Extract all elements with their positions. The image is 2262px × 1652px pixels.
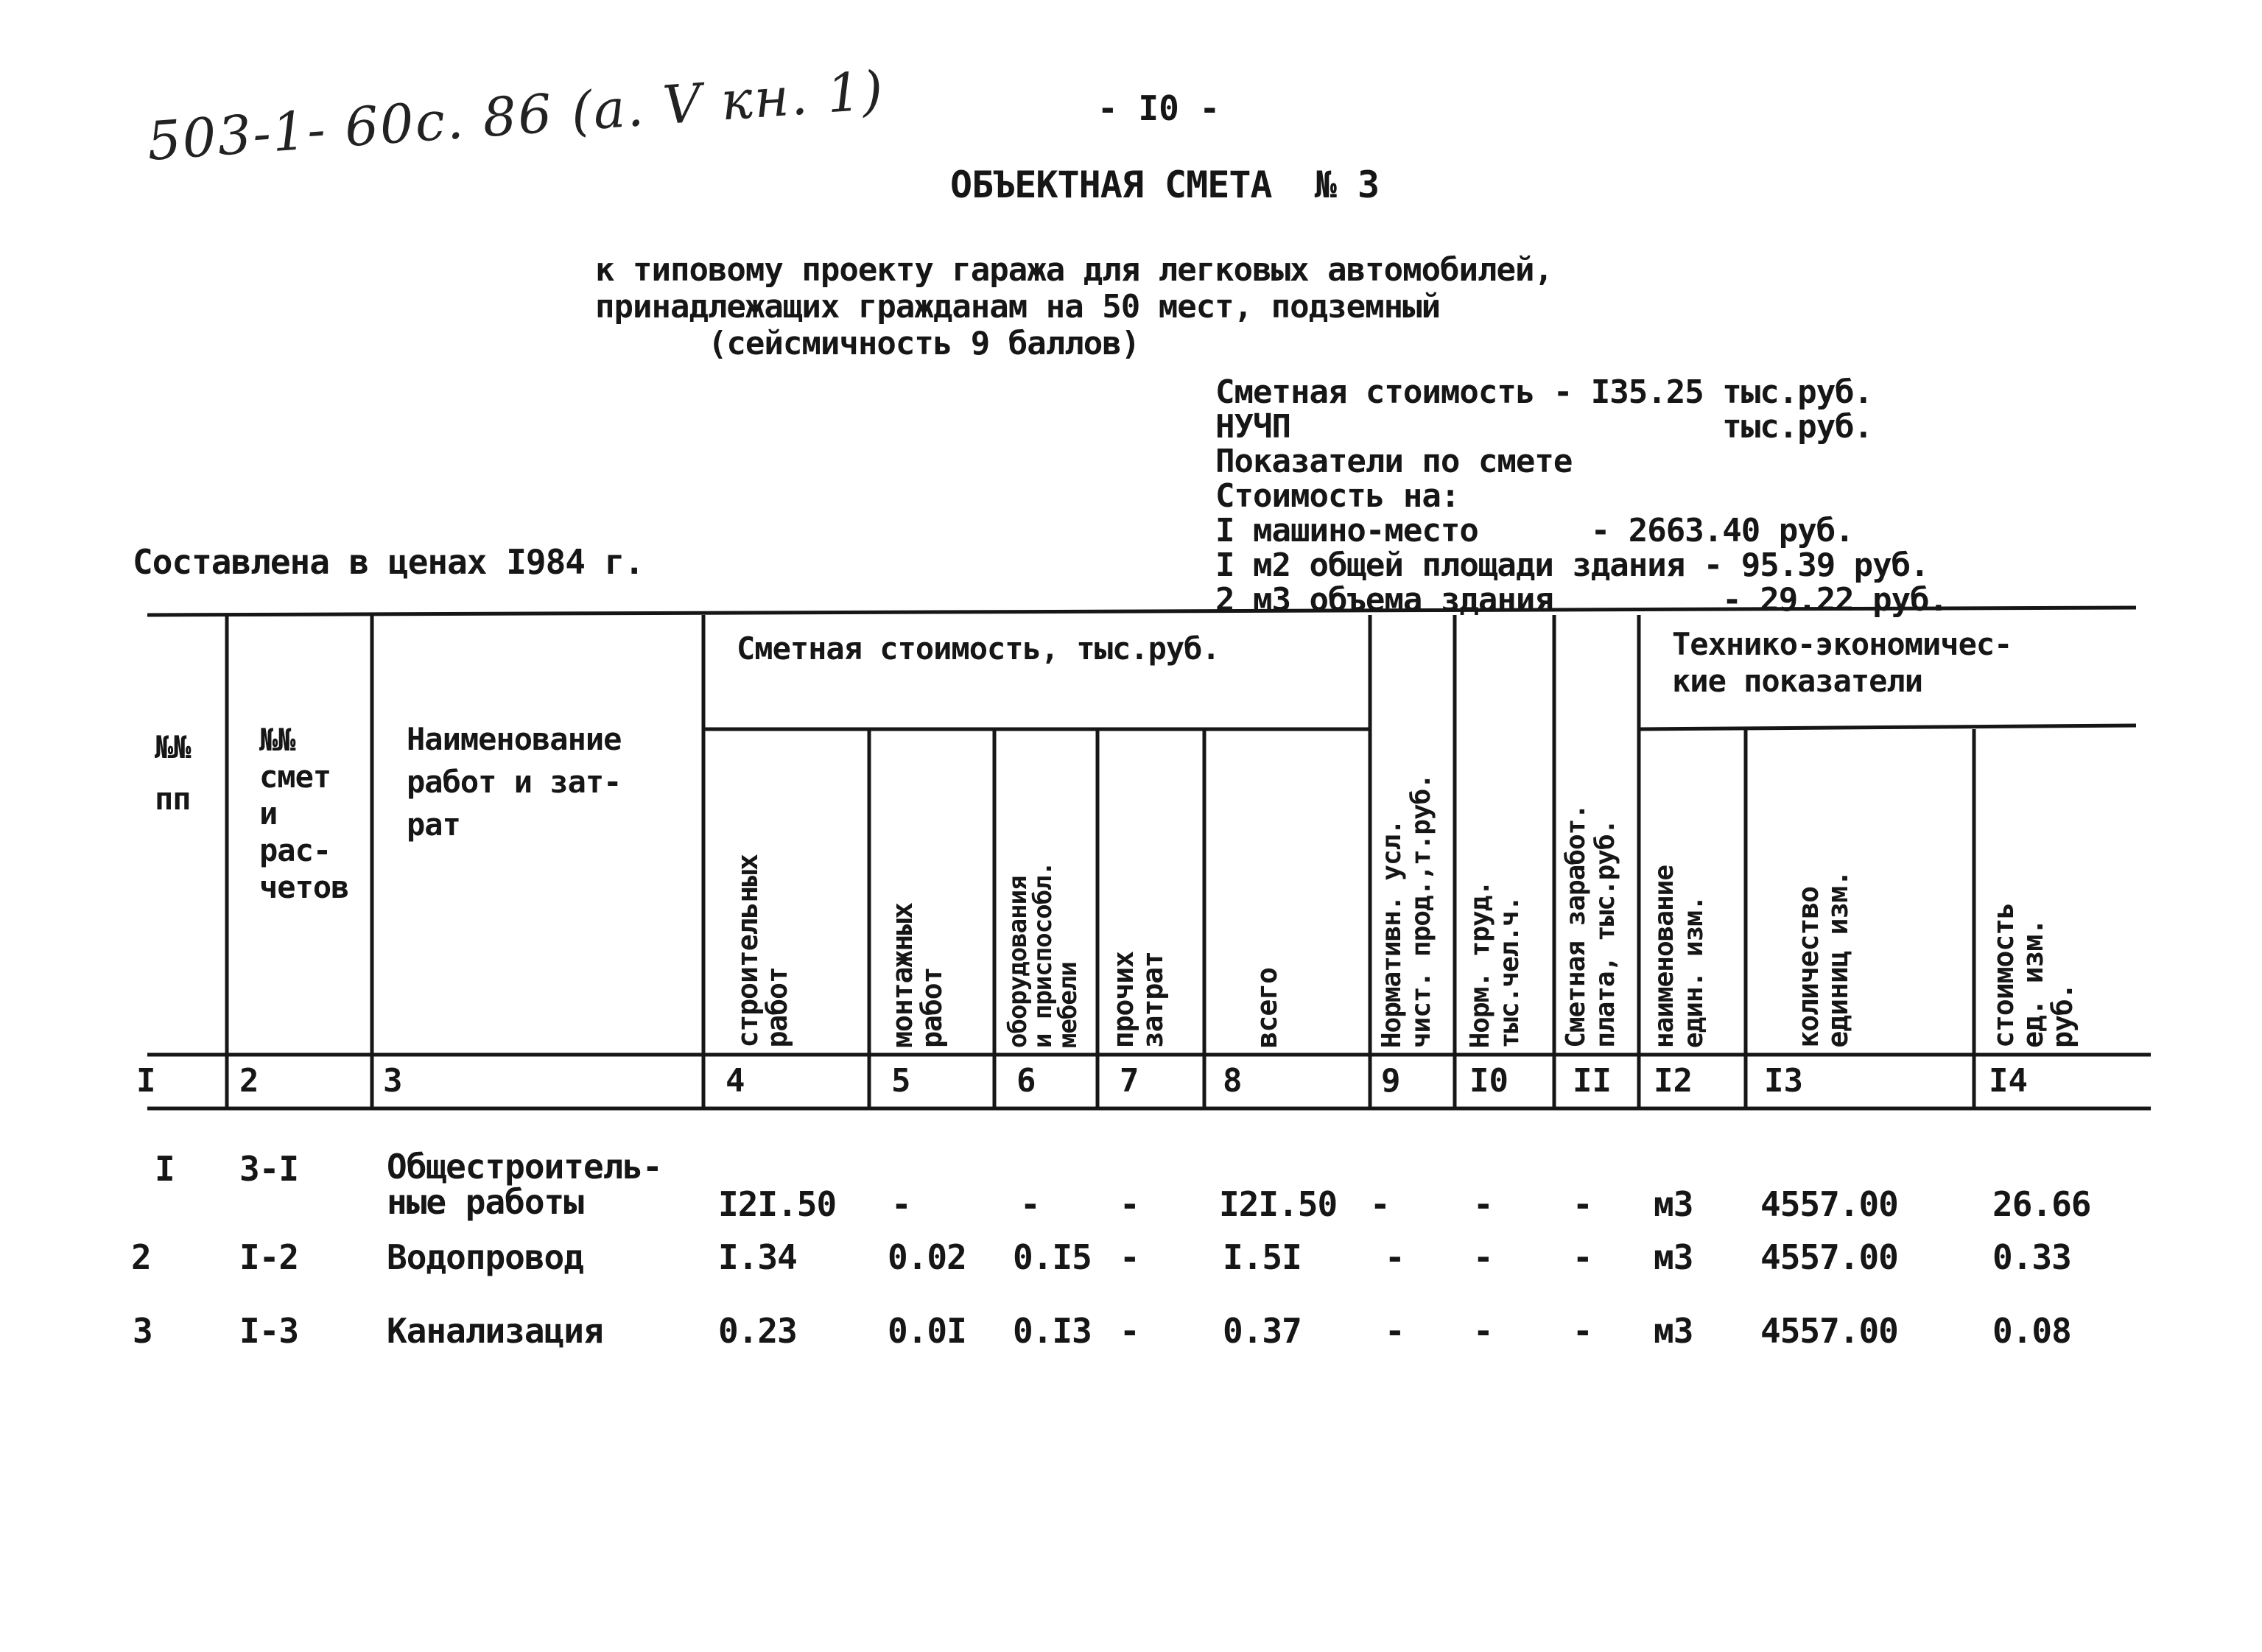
- summary-line: Сметная стоимость - I35.25 тыс.руб.: [1215, 373, 1873, 411]
- header-col2: №№ смет и рас- четов: [259, 722, 349, 905]
- cell-estimate: I-2: [239, 1237, 299, 1277]
- cell-installation: 0.02: [888, 1237, 966, 1277]
- summary-line: НУЧП тыс.руб.: [1215, 408, 1873, 446]
- cell-other: -: [1120, 1311, 1139, 1351]
- header-col3: Наименование работ и зат- рат: [407, 721, 622, 843]
- cell-unit-cost: 0.33: [1992, 1237, 2071, 1277]
- column-number: 5: [891, 1062, 911, 1100]
- cell-construction: I2I.50: [718, 1184, 837, 1224]
- header-col13: количество единиц изм.: [1792, 871, 1854, 1048]
- header-col4: строительных работ: [731, 854, 793, 1048]
- header-col6: оборудования и приспособл. мебели: [1003, 861, 1083, 1048]
- prices-note: Составлена в ценах I984 г.: [133, 542, 644, 582]
- cell-total: I2I.50: [1219, 1184, 1338, 1224]
- cell-installation: -: [891, 1184, 911, 1224]
- cell-unit: м3: [1654, 1184, 1693, 1224]
- cell-equipment: 0.I5: [1013, 1237, 1092, 1277]
- cell-labor: -: [1473, 1237, 1493, 1277]
- cell-wages: -: [1573, 1311, 1592, 1351]
- header-col10: Норм. труд. тыс.чел.ч.: [1465, 880, 1525, 1048]
- header-group-tech: Технико-экономичес- кие показатели: [1672, 626, 2012, 699]
- column-number: 9: [1381, 1062, 1401, 1100]
- cell-unit-cost: 0.08: [1992, 1311, 2071, 1351]
- summary-line: 2 м3 объема здания - 29.22 руб.: [1215, 581, 1948, 619]
- summary-line: Стоимость на:: [1215, 477, 1460, 515]
- cell-installation: 0.0I: [888, 1311, 966, 1351]
- column-number: 2: [239, 1062, 259, 1100]
- cell-estimate: I-3: [239, 1311, 299, 1351]
- cell-labor: -: [1473, 1311, 1493, 1351]
- cell-unit-cost: 26.66: [1992, 1184, 2091, 1224]
- cell-wages: -: [1573, 1184, 1592, 1224]
- header-col8: всего: [1251, 967, 1283, 1048]
- header-col14: стоимость ед. изм. руб.: [1987, 903, 2079, 1048]
- cell-quantity: 4557.00: [1760, 1237, 1898, 1277]
- cell-net-product: -: [1370, 1184, 1390, 1224]
- cell-net-product: -: [1385, 1237, 1405, 1277]
- subtitle-line: к типовому проекту гаража для легковых автомобилей,: [595, 251, 1553, 289]
- column-number: I: [136, 1062, 156, 1100]
- document-title: ОБЪЕКТНАЯ СМЕТА № 3: [950, 164, 1380, 206]
- column-number: I0: [1469, 1062, 1508, 1100]
- column-number: I4: [1989, 1062, 2028, 1100]
- cell-other: -: [1120, 1184, 1139, 1224]
- column-number: I3: [1764, 1062, 1803, 1100]
- cell-total: 0.37: [1223, 1311, 1302, 1351]
- cell-no: 2: [131, 1237, 151, 1277]
- cell-quantity: 4557.00: [1760, 1184, 1898, 1224]
- column-number: 6: [1016, 1062, 1036, 1100]
- header-col11: Сметная заработ. плата, тыс.руб.: [1561, 804, 1620, 1048]
- subtitle-line: принадлежащих гражданам на 50 мест, подземный: [595, 288, 1441, 326]
- handwritten-note: 503-1- 60с. 86 (а. V кн. 1): [145, 59, 887, 172]
- header-col9: Нормативн. усл. чист. прод.,т.руб.: [1377, 773, 1436, 1048]
- summary-line: I машино-место - 2663.40 руб.: [1215, 512, 1854, 549]
- page-number: - I0 -: [1097, 88, 1220, 128]
- cell-no: I: [155, 1149, 175, 1189]
- cell-name: Канализация: [387, 1311, 603, 1351]
- cell-equipment: 0.I3: [1013, 1311, 1092, 1351]
- header-group-cost: Сметная стоимость, тыс.руб.: [737, 630, 1220, 667]
- cell-name: Водопровод: [387, 1237, 583, 1277]
- column-number: 4: [726, 1062, 745, 1100]
- cell-name: Общестроитель- ные работы: [387, 1147, 662, 1222]
- column-number: 3: [383, 1062, 403, 1100]
- cell-wages: -: [1573, 1237, 1592, 1277]
- header-col5: монтажных работ: [886, 903, 948, 1048]
- header-col7: прочих затрат: [1107, 951, 1169, 1048]
- cell-total: I.5I: [1223, 1237, 1302, 1277]
- cell-equipment: -: [1020, 1184, 1040, 1224]
- column-number: I2: [1654, 1062, 1693, 1100]
- column-number: II: [1573, 1062, 1612, 1100]
- cell-other: -: [1120, 1237, 1139, 1277]
- summary-line: Показатели по смете: [1215, 443, 1573, 480]
- header-col12: наименование един. изм.: [1649, 865, 1709, 1048]
- cell-construction: 0.23: [718, 1311, 797, 1351]
- header-col1: №№ пп: [155, 729, 191, 817]
- cell-labor: -: [1473, 1184, 1493, 1224]
- column-number: 8: [1223, 1062, 1243, 1100]
- cell-unit: м3: [1654, 1237, 1693, 1277]
- cell-unit: м3: [1654, 1311, 1693, 1351]
- cell-net-product: -: [1385, 1311, 1405, 1351]
- summary-line: I м2 общей площади здания - 95.39 руб.: [1215, 546, 1929, 584]
- cell-estimate: 3-I: [239, 1149, 299, 1189]
- cell-quantity: 4557.00: [1760, 1311, 1898, 1351]
- cell-no: 3: [133, 1311, 152, 1351]
- cell-construction: I.34: [718, 1237, 797, 1277]
- subtitle-line: (сейсмичность 9 баллов): [595, 325, 1140, 362]
- column-number: 7: [1120, 1062, 1139, 1100]
